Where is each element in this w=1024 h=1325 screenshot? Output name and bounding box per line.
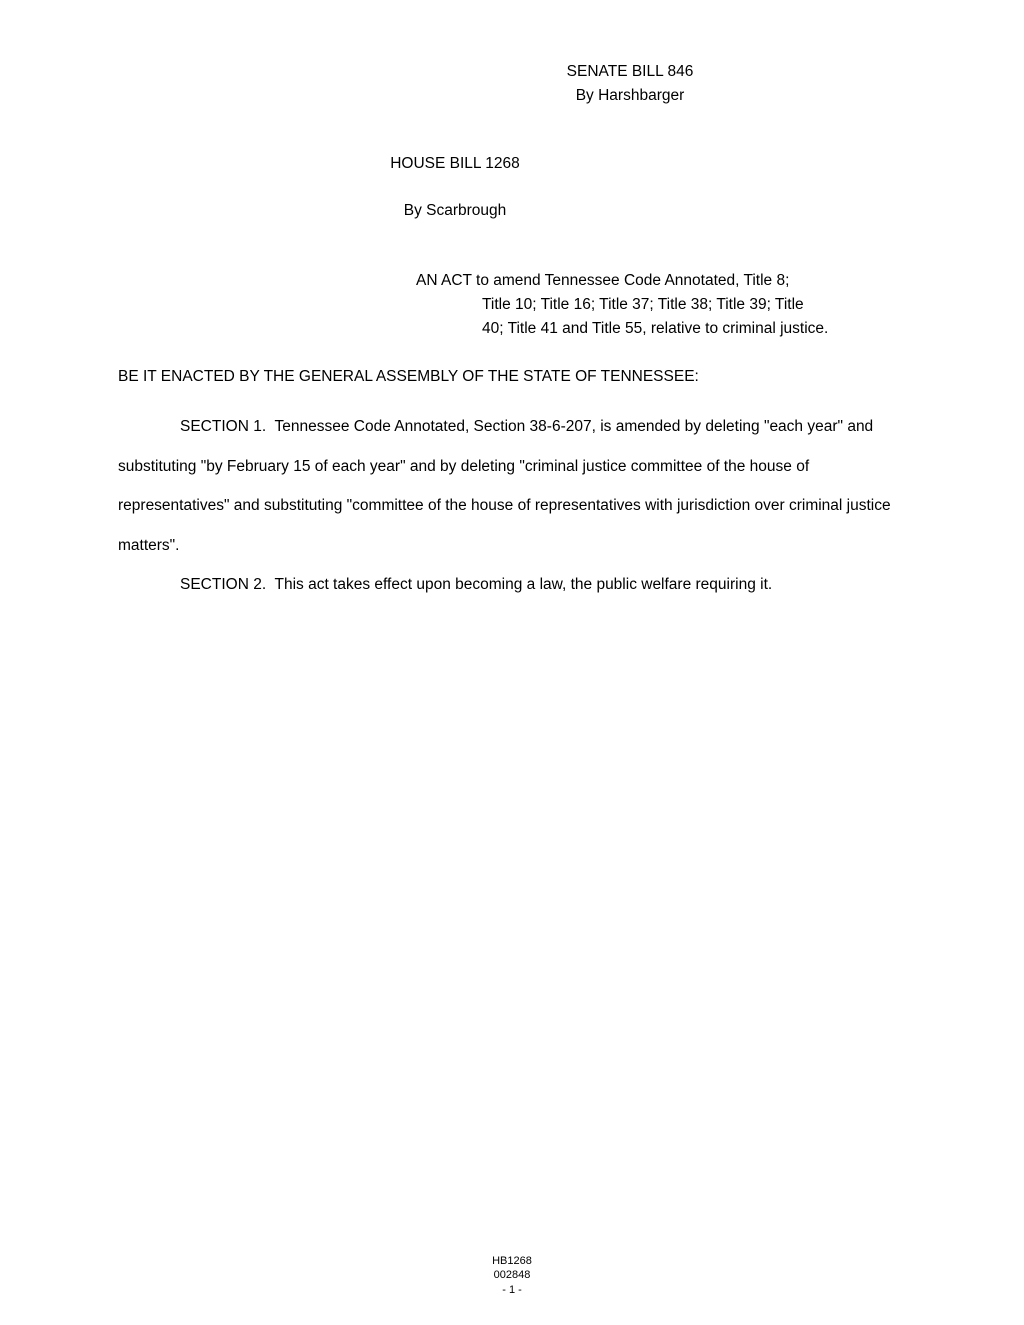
senate-bill-title: SENATE BILL 846: [566, 63, 694, 80]
house-bill-heading: [118, 152, 902, 223]
senate-bill-author: By Harshbarger: [575, 87, 685, 105]
enacting-clause: BE IT ENACTED BY THE GENERAL ASSEMBLY OF THE STATE OF TENNESSEE:: [118, 367, 699, 385]
section-1-text: Tennessee Code Annotated, Section 38-6-207, is amended by deleting "each year" and substituting "by February 15 of each year" and by deleting "criminal justice committee of the house of representatives" and substituting "committee of the house of representatives with jurisdiction over criminal justice matters".: [118, 418, 891, 554]
house-bill-title: HOUSE BILL 1268: [390, 155, 520, 173]
section-2-text: This act takes effect upon becoming a law, the public welfare requiring it.: [274, 576, 773, 594]
section-2-label: SECTION 2.: [180, 576, 267, 594]
section-1-paragraph: [118, 407, 902, 565]
page-footer: [0, 1254, 1024, 1297]
document-body: [118, 60, 902, 605]
act-caption-line-2: Title 10; Title 16; Title 37; Title 38; Title 39; Title: [482, 295, 804, 313]
house-bill-author: By Scarbrough: [403, 202, 507, 220]
footer-bill-number: HB1268: [492, 1255, 532, 1268]
act-caption-line-3: 40; Title 41 and Title 55, relative to criminal justice.: [482, 319, 829, 337]
senate-bill-heading: [358, 60, 902, 108]
footer-page-number: - 1 -: [502, 1283, 522, 1296]
footer-doc-number: 002848: [493, 1269, 531, 1282]
act-caption: [416, 269, 902, 341]
section-1-label: SECTION 1.: [180, 418, 267, 436]
section-2-paragraph: [118, 565, 902, 605]
act-caption-line-1: AN ACT to amend Tennessee Code Annotated, Title 8;: [416, 271, 790, 289]
